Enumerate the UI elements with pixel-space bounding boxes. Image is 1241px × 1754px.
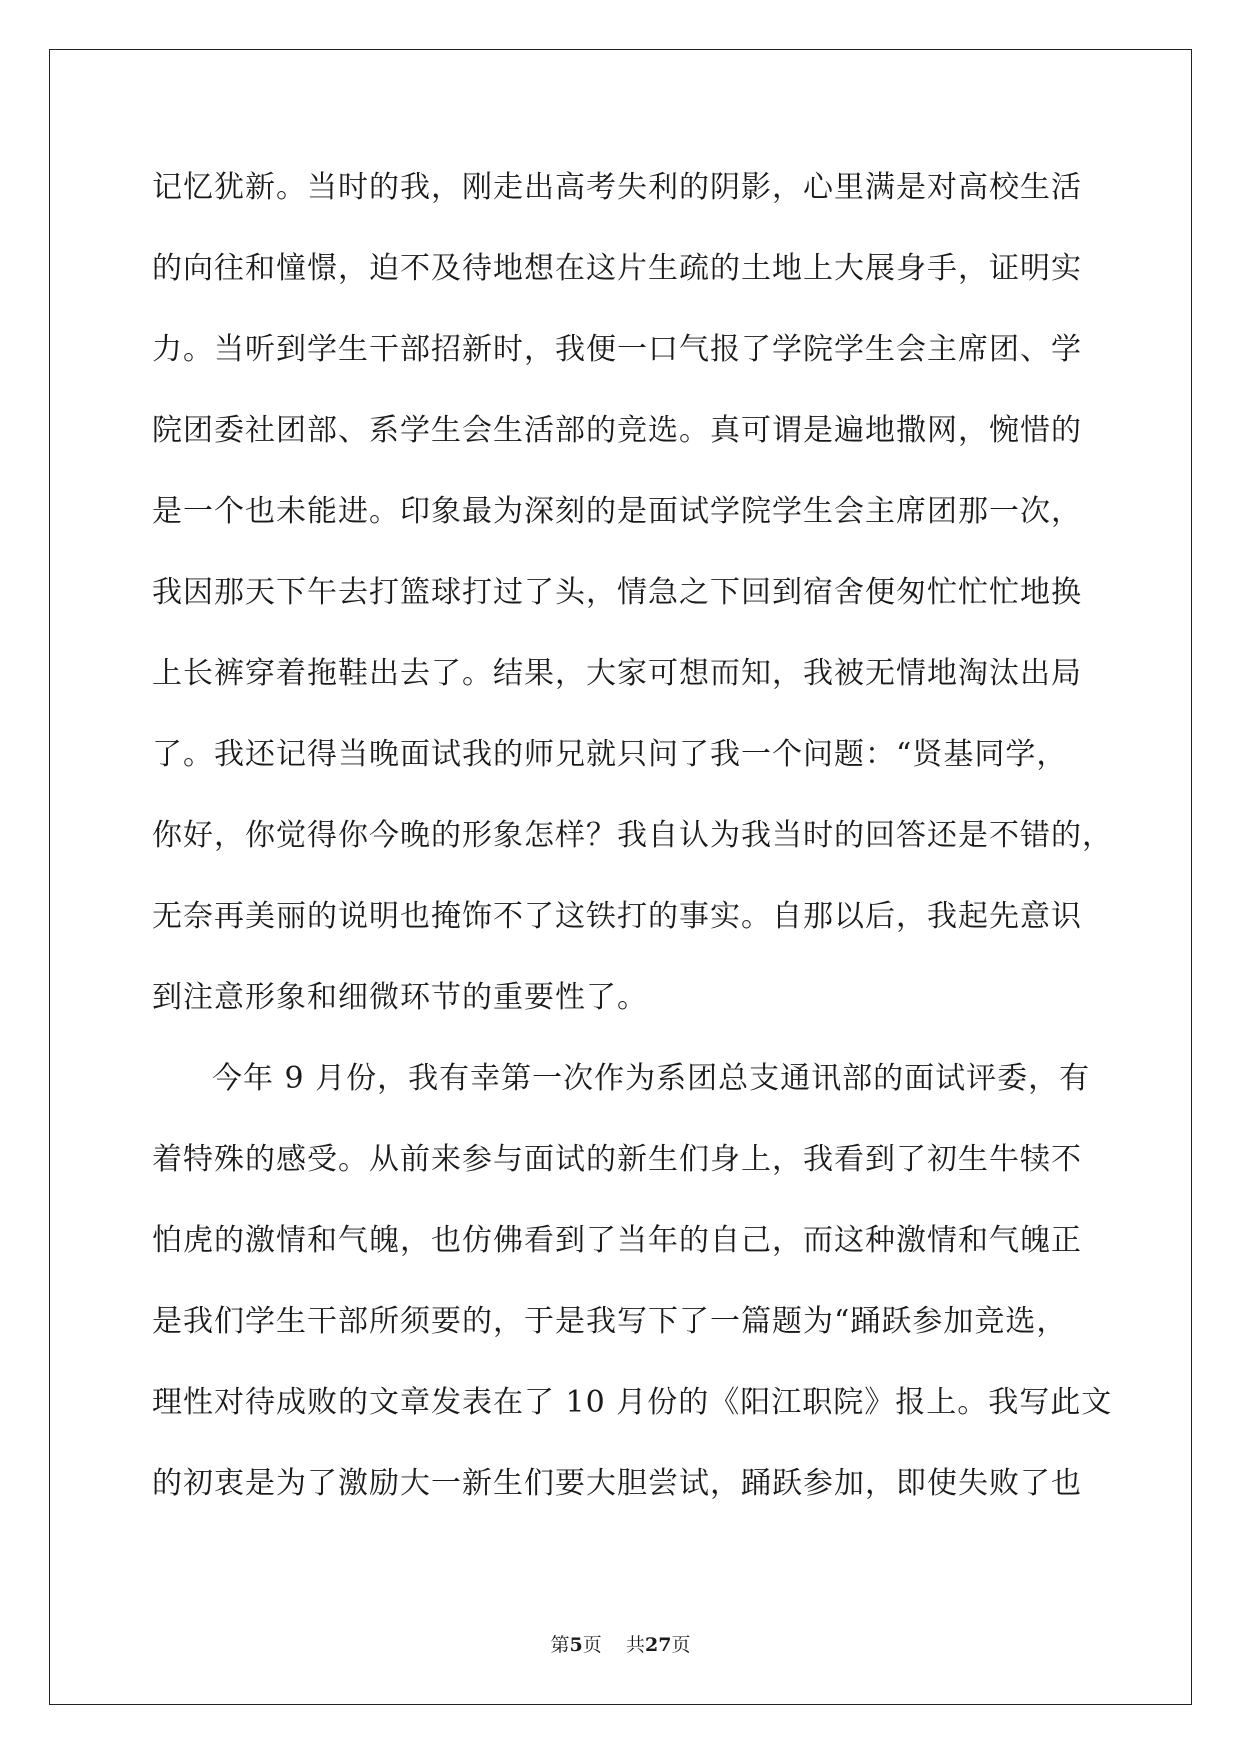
text-line: 力。当听到学生干部招新时，我便一口气报了学院学生会主席团、学 bbox=[152, 332, 1082, 367]
text-line: 着特殊的感受。从前来参与面试的新生们身上，我看到了初生牛犊不 bbox=[152, 1142, 1082, 1177]
page-suffix: 页 bbox=[582, 1634, 602, 1656]
total-prefix: 共 bbox=[625, 1634, 645, 1656]
page-number: 5 bbox=[569, 1634, 583, 1656]
text-line: 院团委社团部、系学生会生活部的竞选。真可谓是遍地撒网，惋惜的 bbox=[152, 413, 1082, 448]
text-line: 了。我还记得当晚面试我的师兄就只问了我一个问题：“贤基同学， bbox=[152, 737, 1068, 772]
total-pages: 27 bbox=[644, 1634, 672, 1656]
text-line: 是一个也未能进。印象最为深刻的是面试学院学生会主席团那一次， bbox=[152, 494, 1082, 529]
text-line: 上长裤穿着拖鞋出去了。结果，大家可想而知，我被无情地淘汰出局 bbox=[152, 656, 1082, 691]
total-suffix: 页 bbox=[671, 1634, 691, 1656]
text-line: 是我们学生干部所须要的，于是我写下了一篇题为“踊跃参加竞选， bbox=[152, 1304, 1068, 1339]
page-footer bbox=[0, 1630, 1241, 1657]
text-line: 的向往和憧憬，迫不及待地想在这片生疏的土地上大展身手，证明实 bbox=[152, 251, 1082, 286]
text-line: 的初衷是为了激励大一新生们要大胆尝试，踊跃参加，即使失败了也 bbox=[152, 1466, 1082, 1501]
text-line: 无奈再美丽的说明也掩饰不了这铁打的事实。自那以后，我起先意识 bbox=[152, 899, 1082, 934]
page-prefix: 第 bbox=[550, 1634, 570, 1656]
text-line: 怕虎的激情和气魄，也仿佛看到了当年的自己，而这种激情和气魄正 bbox=[152, 1223, 1082, 1258]
text-line: 理性对待成败的文章发表在了 10 月份的《阳江职院》报上。我写此文 bbox=[152, 1385, 1113, 1420]
document-body bbox=[152, 158, 1113, 1535]
paragraph-first-line: 今年 9 月份，我有幸第一次作为系团总支通讯部的面试评委，有 bbox=[212, 1061, 1091, 1096]
text-line: 我因那天下午去打篮球打过了头，情急之下回到宿舍便匆忙忙忙地换 bbox=[152, 575, 1082, 610]
text-line: 记忆犹新。当时的我，刚走出高考失利的阴影，心里满是对高校生活 bbox=[152, 170, 1082, 205]
text-line: 你好，你觉得你今晚的形象怎样？我自认为我当时的回答还是不错的， bbox=[152, 818, 1113, 853]
text-line: 到注意形象和细微环节的重要性了。 bbox=[152, 980, 648, 1015]
